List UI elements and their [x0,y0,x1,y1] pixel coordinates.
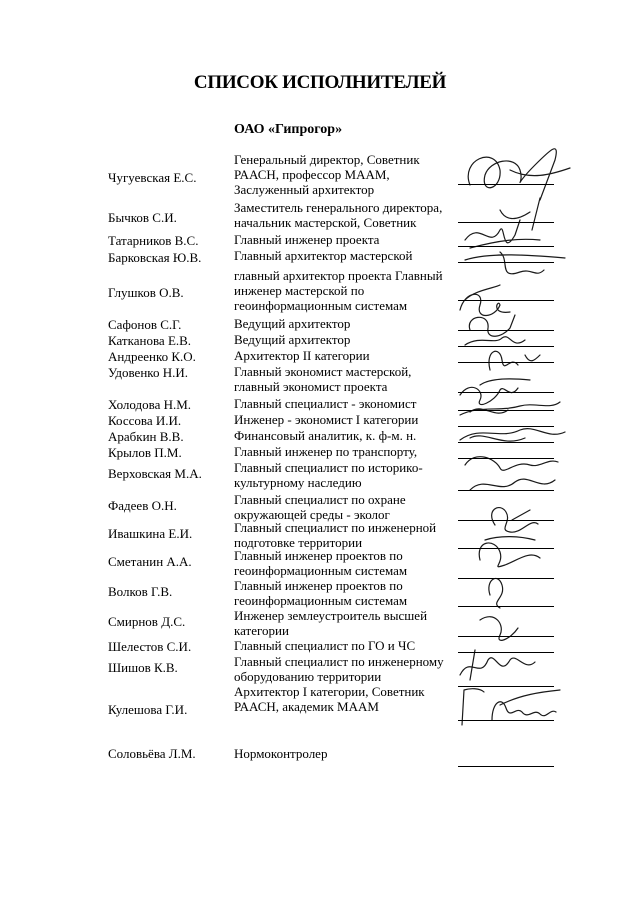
signature [489,351,540,370]
executor-name: Арабкин В.В. [108,429,184,444]
executor-role: Ведущий архитектор [234,332,351,347]
signature-line [458,606,554,607]
executor-role: Нормоконтролер [234,746,328,761]
executor-name: Верховская М.А. [108,466,202,481]
page-title: СПИСОК ИСПОЛНИТЕЛЕЙ [193,72,447,93]
signature [460,429,565,441]
signature-line [458,548,554,549]
executor-name: Сметанин А.А. [108,554,192,569]
signature-line [458,766,554,767]
signature [489,578,503,608]
executor-role: Финансовый аналитик, к. ф-м. н. [234,428,417,443]
signature-line [458,362,554,363]
executor-role: Генеральный директор, Советник РААСН, профессор МААМ, Заслуженный архитектор [234,152,420,197]
signature [470,479,555,490]
executor-role: Главный инженер проектов по геоинформационным системам [234,578,408,608]
signature-line [458,346,554,347]
executor-role: Главный экономист мастерской, главный экономист проекта [234,364,412,394]
signature-line [458,184,554,185]
signature-line [458,490,554,491]
executor-role: Главный специалист по охране окружающей среды - эколог [234,492,406,522]
signature-line [458,262,554,263]
signature-line [458,246,554,247]
executor-name: Чугуевская Е.С. [108,170,197,185]
signature-line [458,578,554,579]
executor-name: Андреенко К.О. [108,349,196,364]
organization-name: ОАО «Гипрогор» [234,122,343,137]
executor-role: Главный специалист по инженерному оборудованию территории [234,654,444,684]
executor-role: Главный специалист - экономист [234,396,417,411]
executor-name: Глушков О.В. [108,285,184,300]
signature-line [458,442,554,443]
signature [469,315,515,336]
executor-name: Сафонов С.Г. [108,317,182,332]
executor-role: Главный специалист по ГО и ЧС [234,638,416,653]
signatures [440,140,640,780]
executor-role: главный архитектор проекта Главный инженер мастерской по геоинформационным системам [234,268,443,313]
executor-name: Кулешова Г.И. [108,702,188,717]
executor-role: Архитектор II категории [234,348,370,363]
executor-name: Шелестов С.И. [108,639,192,654]
executor-role: Архитектор I категории, Советник РААСН, академик МААМ [234,684,425,714]
signature-line [458,392,554,393]
executor-name: Холодова Н.М. [108,397,192,412]
signature-line [458,410,554,411]
executor-role: Главный специалист по историко-культурному наследию [234,460,423,490]
signature-line [458,300,554,301]
signature [460,650,535,680]
signature [460,402,560,415]
signature [479,537,540,567]
executor-name: Удовенко Н.И. [108,365,188,380]
signature-line [458,458,554,459]
signature-line [458,222,554,223]
executor-name: Коссова И.И. [108,413,182,428]
executor-role: Главный архитектор мастерской [234,248,413,263]
signature [500,198,540,230]
signature-line [458,426,554,427]
signature-line [458,636,554,637]
executor-role: Ведущий архитектор [234,316,351,331]
executor-name: Волков Г.В. [108,584,173,599]
executor-role: Главный инженер проекта [234,232,380,247]
signature [465,220,540,248]
executor-name: Барковская Ю.В. [108,250,202,265]
executor-role: Инженер землеустроитель высшей категории [234,608,428,638]
signature-line [458,520,554,521]
executor-name: Татарников В.С. [108,233,199,248]
executor-name: Бычков С.И. [108,210,177,225]
executor-name: Катканова Е.В. [108,333,192,348]
executor-role: Главный инженер по транспорту, [234,444,418,459]
signature [465,337,525,345]
executor-role: Инженер - экономист I категории [234,412,419,427]
signature-line [458,720,554,721]
signature-line [458,330,554,331]
executor-role: Заместитель генерального директора, начальник мастерской, Советник [234,200,443,230]
executor-role: Главный специалист по инженерной подготовке территории [234,520,437,550]
signature [468,149,570,200]
executor-name: Соловьёва Л.М. [108,746,196,761]
signature-line [458,652,554,653]
executor-name: Фадеев О.Н. [108,498,177,513]
executor-role: Главный инженер проектов по геоинформационным системам [234,548,408,578]
executor-name: Крылов П.М. [108,445,182,460]
signature-line [458,686,554,687]
executor-name: Ивашкина Е.И. [108,526,193,541]
executor-name: Шишов К.В. [108,660,178,675]
executor-name: Смирнов Д.С. [108,614,186,629]
